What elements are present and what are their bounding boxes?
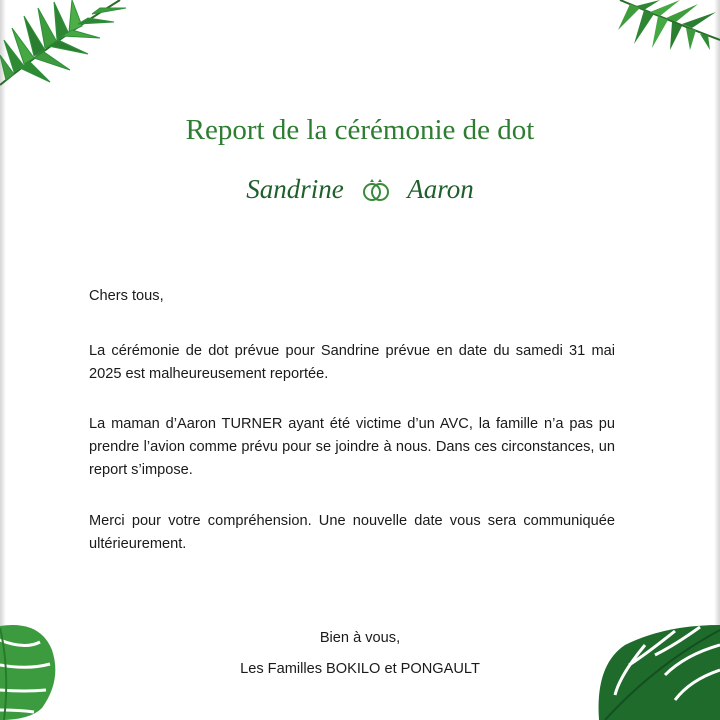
letter-signature: Les Familles BOKILO et PONGAULT — [240, 661, 480, 677]
wedding-rings-icon — [359, 174, 393, 204]
page-title: Report de la cérémonie de dot — [185, 114, 535, 146]
letter-greeting: Chers tous, — [89, 288, 164, 304]
groom-name: Aaron — [407, 173, 474, 204]
palm-leaf-top-right-icon — [600, 0, 720, 50]
bride-name: Sandrine — [246, 173, 344, 204]
letter-paragraph-thanks: Merci pour votre compréhension. Une nouvelle date vous sera communiquée ultérieurement. — [89, 513, 615, 552]
palm-leaf-top-left-icon — [0, 0, 150, 90]
left-edge-shadow — [0, 0, 6, 720]
letter-paragraph-postponement: La cérémonie de dot prévue pour Sandrine prévue en date du samedi 31 mai 2025 est malheureusement reportée. — [89, 343, 615, 382]
letter-paragraph-reason: La maman d’Aaron TURNER ayant été victime d’un AVC, la famille n’a pas pu prendre l’avion comme prévu pour se joindre à nous. Dans ces circonstances, un report s’impose. — [89, 416, 615, 478]
letter-closing: Bien à vous, — [319, 630, 401, 646]
couple-names — [0, 168, 720, 207]
right-edge-shadow — [714, 0, 720, 720]
